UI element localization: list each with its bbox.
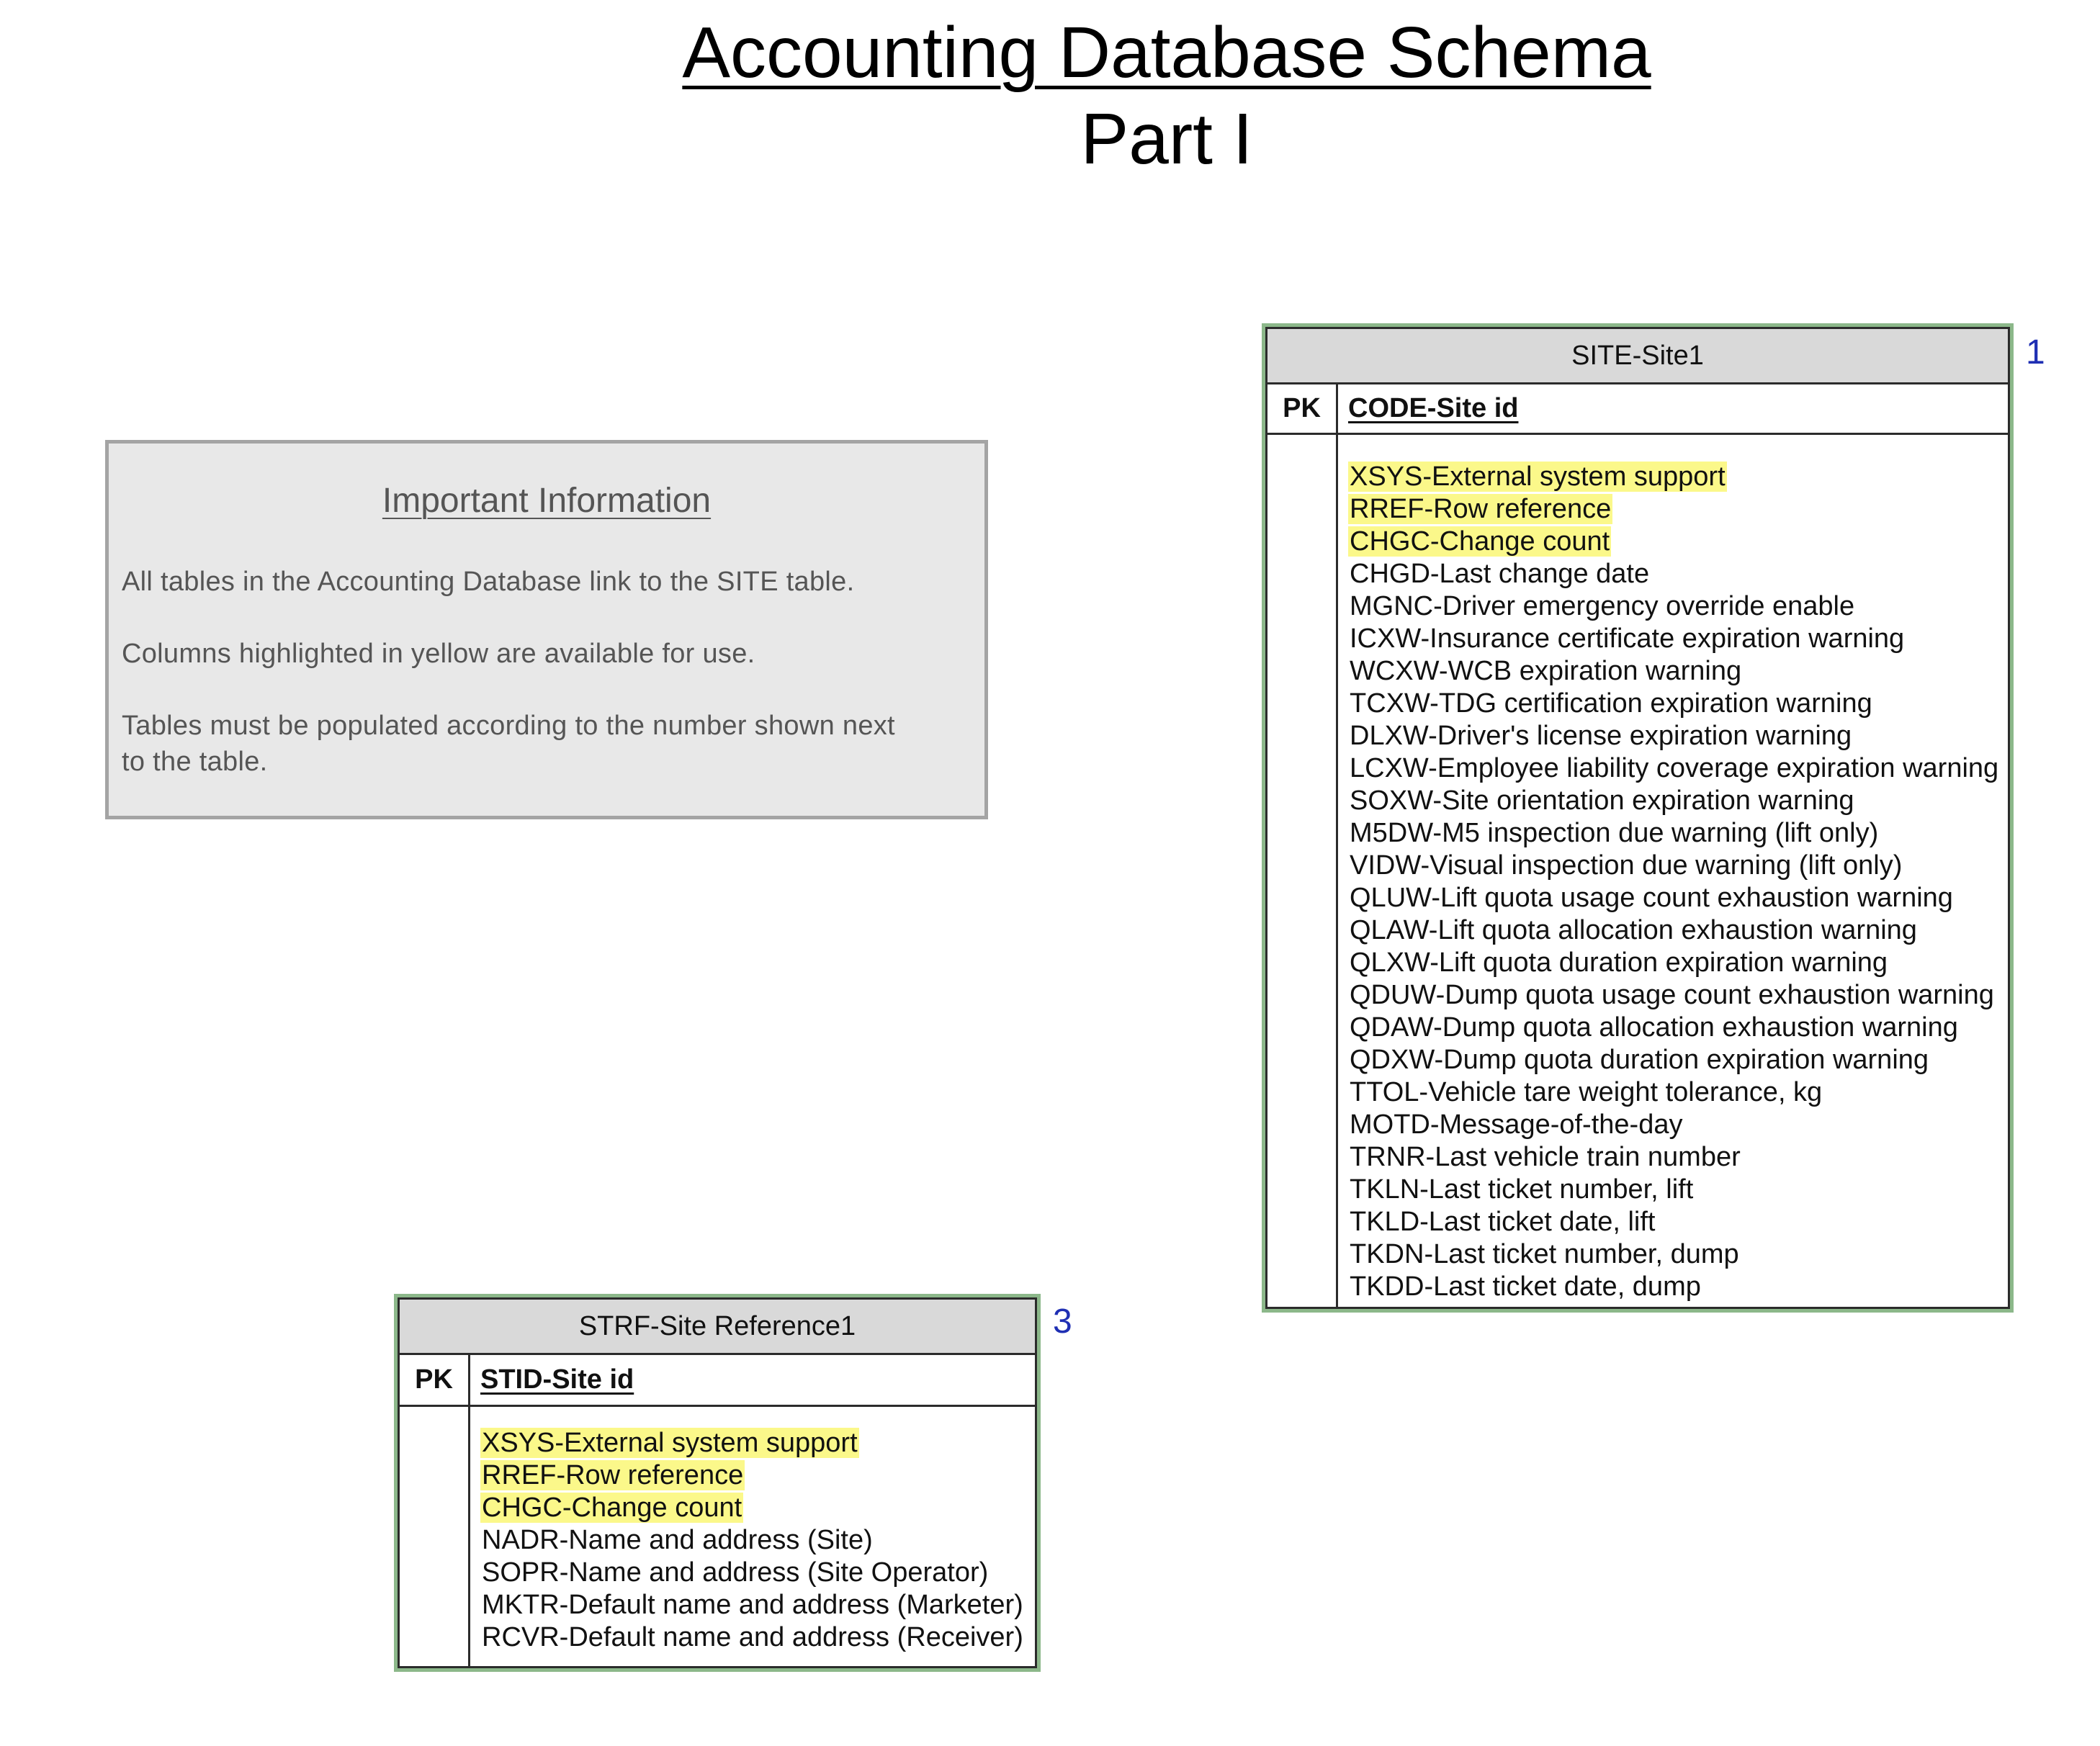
table-body-gutter <box>1267 435 1338 1307</box>
table-field <box>1348 1271 2000 1303</box>
table-number: 1 <box>2026 333 2045 372</box>
pk-label: PK <box>1267 384 1338 433</box>
table-field <box>1348 1109 2000 1141</box>
table-number: 3 <box>1053 1302 1072 1341</box>
info-line: to the table. <box>122 747 268 777</box>
pk-field: STID-Site id <box>480 1364 634 1395</box>
info-line: All tables in the Accounting Database link to the SITE table. <box>122 567 855 597</box>
table-field <box>1348 526 2000 558</box>
field-label: QLXW-Lift quota duration expiration warning <box>1350 948 1888 978</box>
field-label: CHGC-Change count <box>1350 526 1610 557</box>
field-label: SOXW-Site orientation expiration warning <box>1350 786 1854 816</box>
field-list <box>470 1407 1025 1666</box>
field-label: ICXW-Insurance certificate expiration warning <box>1350 624 1905 654</box>
table-body <box>1265 435 2010 1309</box>
table-field <box>1348 558 2000 590</box>
table-field <box>1348 1141 2000 1174</box>
field-label: TRNR-Last vehicle train number <box>1350 1142 1741 1172</box>
pk-label: PK <box>400 1355 470 1405</box>
field-label: TKLN-Last ticket number, lift <box>1350 1174 1694 1205</box>
info-line: Columns highlighted in yellow are available for use. <box>122 639 755 669</box>
table-field <box>480 1524 1025 1557</box>
table-field <box>1348 882 2000 914</box>
table-field <box>1348 817 2000 850</box>
field-label: TTOL-Vehicle tare weight tolerance, kg <box>1350 1077 1823 1107</box>
table-body-gutter <box>400 1407 470 1666</box>
table-field <box>1348 590 2000 623</box>
table-field <box>1348 979 2000 1012</box>
table-field <box>480 1492 1025 1524</box>
table-field <box>1348 493 2000 526</box>
table-field <box>1348 947 2000 979</box>
table-field <box>1348 1044 2000 1076</box>
table-field <box>1348 655 2000 688</box>
info-line: Tables must be populated according to the number shown next <box>122 711 895 741</box>
strf-table <box>394 1294 1041 1672</box>
table-field <box>1348 720 2000 752</box>
field-label: RREF-Row reference <box>482 1460 744 1490</box>
table-field <box>1348 1206 2000 1238</box>
field-label: RREF-Row reference <box>1350 494 1612 524</box>
field-label: TKLD-Last ticket date, lift <box>1350 1207 1656 1237</box>
field-label: MKTR-Default name and address (Marketer) <box>482 1590 1023 1620</box>
field-label: MGNC-Driver emergency override enable <box>1350 591 1855 621</box>
field-label: SOPR-Name and address (Site Operator) <box>482 1557 989 1588</box>
important-information-box <box>105 440 988 819</box>
field-label: M5DW-M5 inspection due warning (lift only) <box>1350 818 1879 848</box>
field-label: RCVR-Default name and address (Receiver) <box>482 1622 1023 1652</box>
table-field <box>1348 1238 2000 1271</box>
table-field <box>480 1557 1025 1589</box>
pk-field: CODE-Site id <box>1348 393 1519 423</box>
field-label: LCXW-Employee liability coverage expiration warning <box>1350 753 1999 783</box>
primary-key-row <box>398 1355 1037 1407</box>
field-label: TKDN-Last ticket number, dump <box>1350 1239 1739 1269</box>
field-label: WCXW-WCB expiration warning <box>1350 656 1742 686</box>
field-label: QDUW-Dump quota usage count exhaustion warning <box>1350 980 1994 1010</box>
field-label: CHGD-Last change date <box>1350 559 1650 589</box>
field-label: DLXW-Driver's license expiration warning <box>1350 721 1852 751</box>
table-field <box>1348 752 2000 785</box>
page-subtitle: Part I <box>1080 99 1253 179</box>
info-heading: Important Information <box>382 482 712 520</box>
field-label: XSYS-External system support <box>1350 462 1726 492</box>
table-field <box>480 1621 1025 1654</box>
table-header: STRF-Site Reference1 <box>398 1297 1037 1355</box>
table-field <box>480 1427 1025 1459</box>
table-field <box>1348 850 2000 882</box>
table-field <box>1348 785 2000 817</box>
field-label: TCXW-TDG certification expiration warning <box>1350 688 1872 719</box>
field-label: QLAW-Lift quota allocation exhaustion warning <box>1350 915 1917 945</box>
field-label: MOTD-Message-of-the-day <box>1350 1110 1683 1140</box>
field-label: QDAW-Dump quota allocation exhaustion warning <box>1350 1012 1958 1043</box>
field-label: CHGC-Change count <box>482 1493 742 1523</box>
table-field <box>1348 1076 2000 1109</box>
field-label: XSYS-External system support <box>482 1428 858 1458</box>
table-field <box>1348 688 2000 720</box>
table-field <box>480 1589 1025 1621</box>
field-list <box>1338 435 2000 1307</box>
table-field <box>1348 1012 2000 1044</box>
table-field <box>1348 914 2000 947</box>
site-table <box>1262 323 2014 1313</box>
table-field <box>1348 1174 2000 1206</box>
field-label: VIDW-Visual inspection due warning (lift only) <box>1350 850 1903 881</box>
primary-key-row <box>1265 384 2010 435</box>
table-header: SITE-Site1 <box>1265 327 2010 384</box>
field-label: QDXW-Dump quota duration expiration warning <box>1350 1045 1929 1075</box>
table-body <box>398 1407 1037 1668</box>
page-title: Accounting Database Schema <box>682 12 1651 93</box>
table-field <box>1348 461 2000 493</box>
table-field <box>480 1459 1025 1492</box>
field-label: NADR-Name and address (Site) <box>482 1525 873 1555</box>
table-field <box>1348 623 2000 655</box>
field-label: TKDD-Last ticket date, dump <box>1350 1272 1701 1302</box>
field-label: QLUW-Lift quota usage count exhaustion warning <box>1350 883 1953 913</box>
